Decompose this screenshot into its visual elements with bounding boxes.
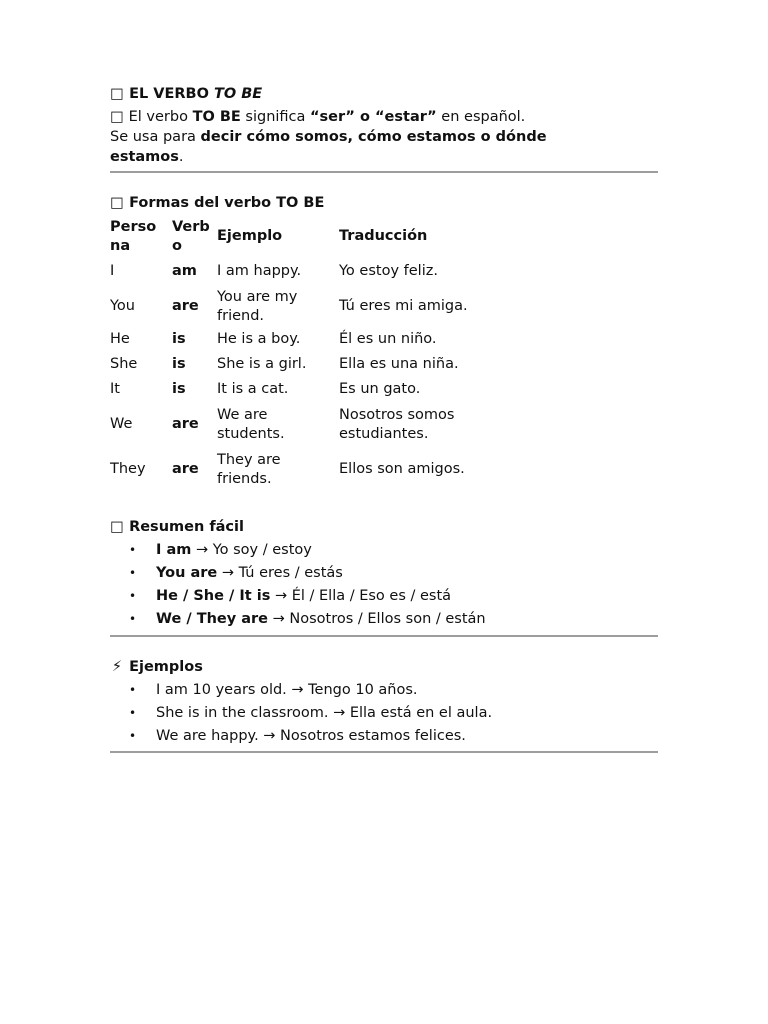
list-item: • I am 10 years old. → Tengo 10 años. [129, 682, 418, 698]
resumen-list [110, 539, 658, 631]
col-persona-header: Perso na [110, 218, 157, 254]
intro-line-1: □ El verbo TO BE significa “ser” o “estar” en español. [110, 109, 526, 125]
table-row: They are They are friends. Ellos son amigos. [110, 451, 465, 487]
table-icon: □ [110, 195, 124, 211]
list-item: • He / She / It is → Él / Ella / Eso es / está [129, 588, 452, 604]
table-row: She is She is a girl. Ella es una niña. [110, 356, 459, 373]
list-item: • We / They are → Nosotros / Ellos son / están [129, 611, 486, 627]
table-row: You are You are my friend. Tú eres mi amiga. [110, 288, 468, 324]
ejemplos-section [110, 657, 658, 748]
table-header-row [110, 217, 539, 257]
ejemplos-list [110, 679, 658, 748]
formas-section [110, 193, 658, 213]
divider [110, 635, 658, 637]
list-item: • I am → Yo soy / estoy [129, 542, 312, 558]
table-row: It is It is a cat. Es un gato. [110, 381, 421, 398]
title-emphasis: TO BE [213, 86, 263, 102]
intro-line-3: estamos. [110, 149, 184, 165]
book-icon: □ [110, 86, 124, 102]
pin-icon: □ [110, 109, 124, 125]
check-icon: □ [110, 519, 124, 535]
intro-line-2: Se usa para decir cómo somos, cómo estamos o dónde [110, 129, 547, 145]
col-ejemplo-header: Ejemplo [217, 228, 283, 245]
list-item: • She is in the classroom. → Ella está en el aula. [129, 705, 493, 721]
ejemplos-heading: ⚡ Ejemplos [111, 659, 203, 675]
divider [110, 171, 658, 173]
resumen-heading: □ Resumen fácil [110, 519, 244, 535]
col-traduccion-header: Traducción [339, 228, 428, 245]
title-block [110, 84, 658, 104]
resumen-section [110, 517, 658, 631]
page-title: □ EL VERBO TO BE [110, 86, 263, 102]
verb-table [110, 217, 539, 493]
col-verbo-header: Verb o [172, 218, 210, 254]
list-item: • We are happy. → Nosotros estamos felices. [129, 728, 466, 744]
table-row: He is He is a boy. Él es un niño. [110, 331, 437, 348]
formas-table-wrap [110, 217, 658, 493]
intro-block [110, 107, 658, 167]
table-row: We are We are students. Nosotros somos estudiantes. [110, 406, 455, 442]
list-item: • You are → Tú eres / estás [129, 565, 343, 581]
divider [110, 751, 658, 753]
lightning-icon: ⚡ [111, 659, 123, 675]
table-row: I am I am happy. Yo estoy feliz. [110, 263, 438, 280]
formas-heading: □ Formas del verbo TO BE [110, 195, 325, 211]
